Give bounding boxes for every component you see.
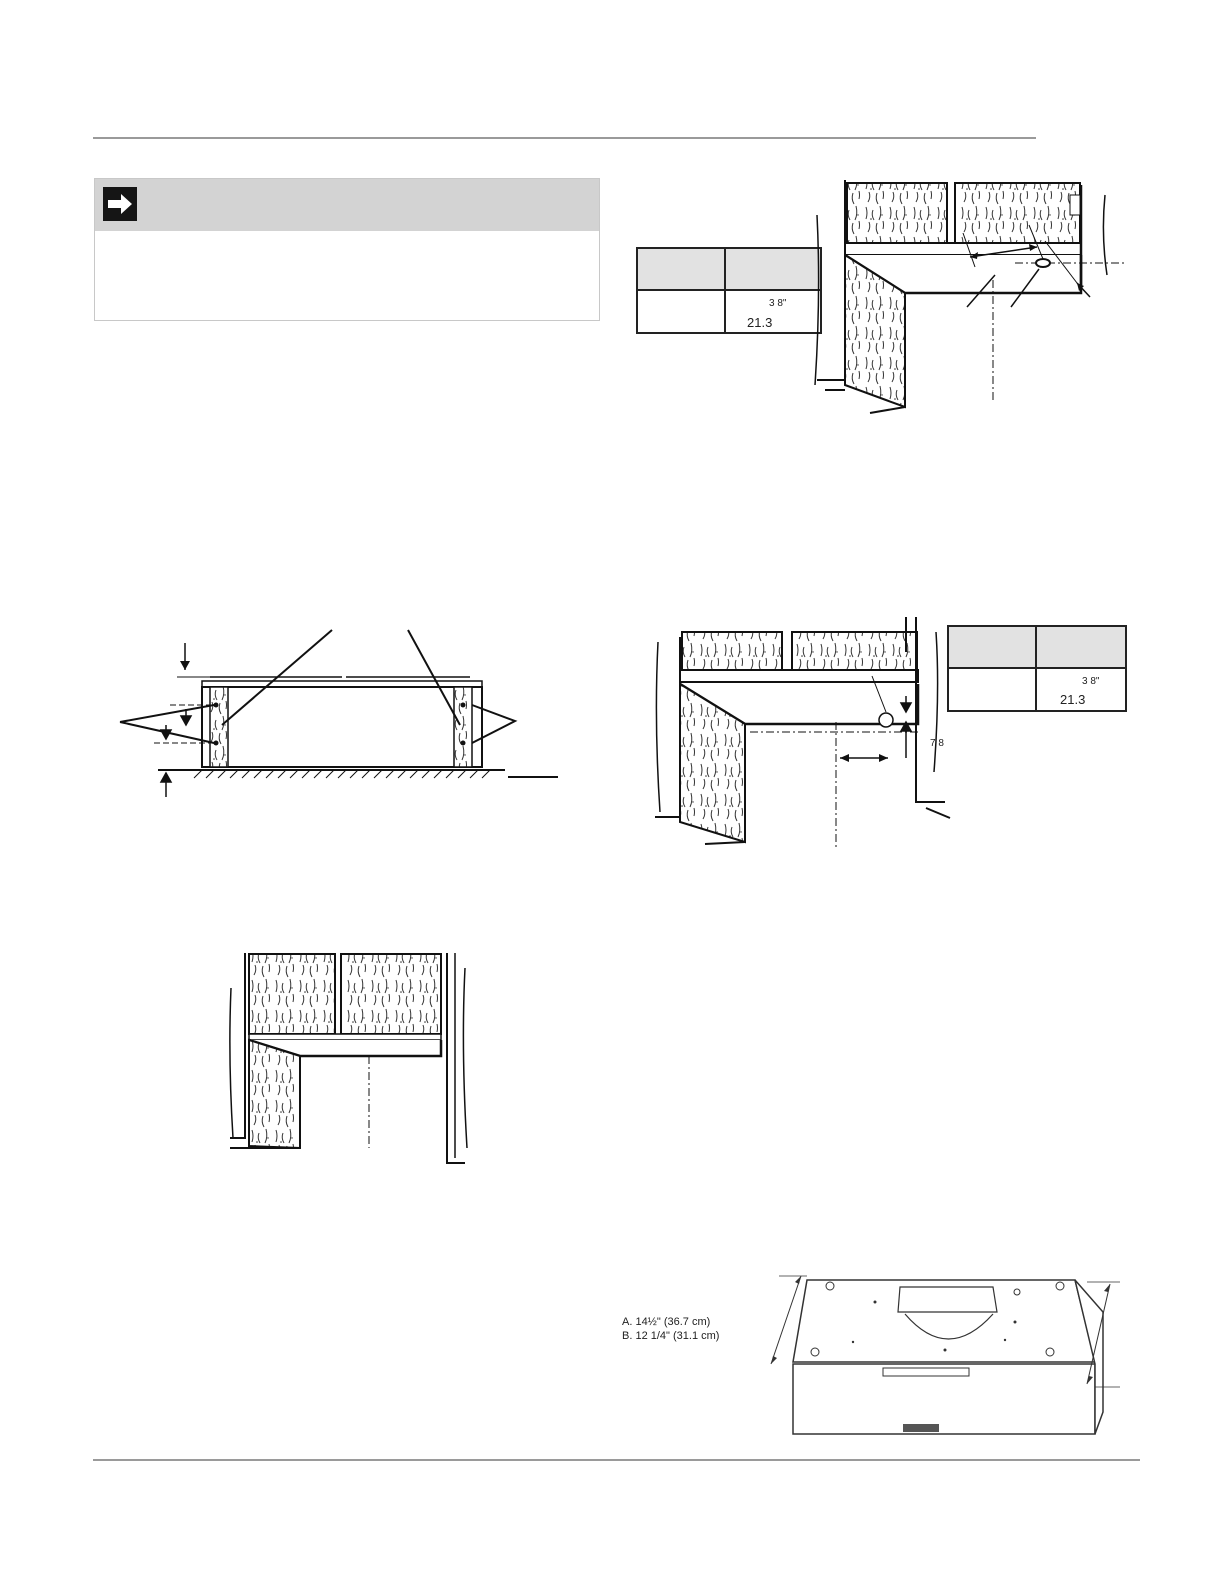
header-rule — [93, 137, 1036, 139]
hood-dimension-a: A. 14½" (36.7 cm) — [622, 1316, 711, 1328]
range-hood-illustration — [765, 1272, 1125, 1437]
table-header-cell — [725, 248, 821, 290]
table-header-cell — [637, 248, 725, 290]
footer-rule — [93, 1459, 1140, 1461]
arrow-right-icon — [103, 187, 137, 221]
hood-dimension-b: B. 12 1/4" (31.1 cm) — [622, 1330, 720, 1342]
note-callout — [94, 178, 600, 321]
table-cell — [637, 290, 725, 333]
dimension-value: 21.3 — [1060, 692, 1086, 707]
table-cell — [725, 290, 821, 333]
wall-framing-diagram — [110, 625, 570, 815]
cabinet-illustration-top — [815, 175, 1125, 435]
fraction-label: 3 8" — [769, 298, 787, 309]
note-callout-header — [95, 179, 599, 231]
fraction-label: 3 8" — [1082, 676, 1100, 687]
dimension-table-mid — [947, 625, 1127, 712]
table-header-cell — [1036, 626, 1126, 668]
table-cell — [948, 668, 1036, 711]
dimension-table-top — [636, 247, 822, 334]
cabinet-illustration-side — [650, 612, 950, 852]
dimension-value: 21.3 — [747, 315, 773, 330]
cabinet-illustration-front — [225, 948, 475, 1178]
fraction-label: 7 8 — [930, 738, 944, 749]
table-header-cell — [948, 626, 1036, 668]
